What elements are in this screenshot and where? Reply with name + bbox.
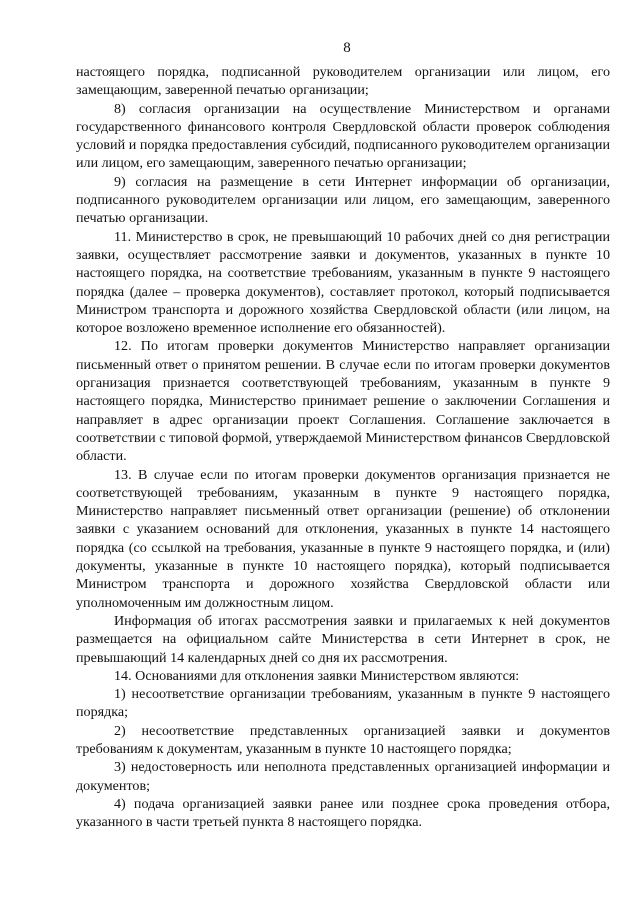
paragraph-continuation: настоящего порядка, подписанной руководителем организации или лицом, его замещающим, заверенной печатью организации; <box>76 64 610 99</box>
paragraph-item-8: 8) согласия организации на осуществление Министерством и органами государственного финансового контроля Свердловской области проверок соблюдения условий и порядка предоставления субсидий, подписанного руководителем организации или лицом, его замещающим, заверенного печатью организации; <box>76 100 610 172</box>
paragraph-item-9: 9) согласия на размещение в сети Интернет информации об организации, подписанного руководителем организации или лицом, его замещающим, заверенного печатью организации. <box>76 173 610 227</box>
paragraph-clause-13: 13. В случае если по итогам проверки документов организация признается не соответствующей требованиям, указанным в пункте 9 настоящего порядка, Министерство направляет письменный ответ организации (решение) об отклонении заявки с указанием оснований для отклонения, указанных в пункте 14 настоящего порядка (со ссылкой на требования, указанные в пункте 9 настоящего порядка, и (или) документы, указанные в пункте 10 настоящего порядка), который подписывается Министром транспорта и дорожного хозяйства Свердловской области или уполномоченным им должностным лицом. <box>76 466 610 611</box>
paragraph-reason-1: 1) несоответствие организации требованиям, указанным в пункте 9 настоящего порядка; <box>76 686 610 721</box>
paragraph-reason-4: 4) подача организацией заявки ранее или позднее срока проведения отбора, указанного в части третьей пункта 8 настоящего порядка. <box>76 795 610 831</box>
paragraph-clause-12: 12. По итогам проверки документов Министерство направляет организации письменный ответ о принятом решении. В случае если по итогам проверки документов организация признается соответствующей требованиям, указанным в пункте 9 настоящего порядка, Министерство принимает решение о заключении Соглашения и направляет в адрес организации проект Соглашения. Соглашение заключается в соответствии с типовой формой, утверждаемой Министерством финансов Свердловской области. <box>76 338 610 465</box>
paragraph-reason-2: 2) несоответствие представленных организацией заявки и документов требованиям к документам, указанным в пункте 10 настоящего порядка; <box>76 722 610 757</box>
paragraph-clause-14: 14. Основаниями для отклонения заявки Министерством являются: <box>114 667 520 684</box>
paragraph-results-info: Информация об итогах рассмотрения заявки и прилагаемых к ней документов размещается на официальном сайте Министерства в сети Интернет в срок, не превышающий 14 календарных дней со дня их рассмотрения. <box>76 612 610 666</box>
page-number: 8 <box>343 40 351 56</box>
paragraph-clause-11: 11. Министерство в срок, не превышающий 10 рабочих дней со дня регистрации заявки, осуществляет рассмотрение заявки и документов, указанных в пункте 10 настоящего порядка, на соответствие требованиям, указанным в пункте 9 настоящего порядка (далее – проверка документов), составляет протокол, который подписывается Министром транспорта и дорожного хозяйства Свердловской области (или лицом, на которое возложено временное исполнение его обязанностей). <box>76 228 610 337</box>
paragraph-reason-3: 3) недостоверность или неполнота представленных организацией информации и документов; <box>76 759 610 794</box>
